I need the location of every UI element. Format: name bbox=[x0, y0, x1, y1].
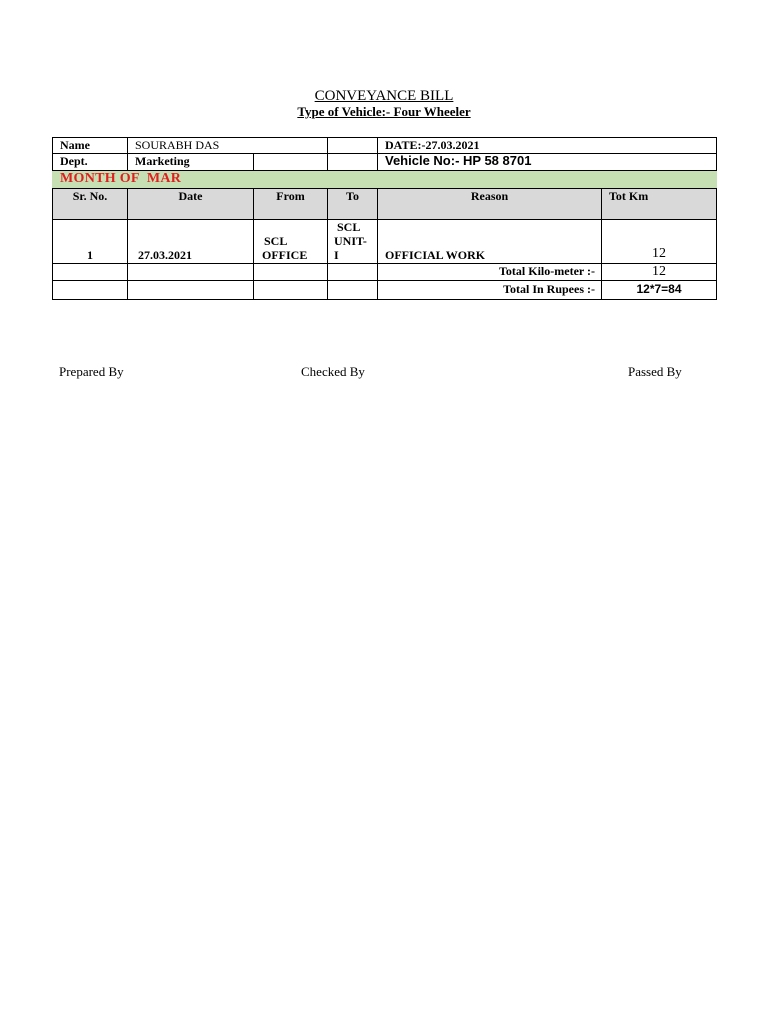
row-from: SCL OFFICE bbox=[254, 220, 328, 264]
blank-cell bbox=[328, 264, 378, 281]
name-value: SOURABH DAS bbox=[128, 137, 328, 154]
bill-title: CONVEYANCE BILL bbox=[314, 88, 454, 104]
prepared-by: Prepared By bbox=[59, 364, 124, 379]
bill-date: DATE:-27.03.2021 bbox=[378, 137, 717, 154]
checked-by: Checked By bbox=[301, 364, 365, 379]
total-km-label: Total Kilo-meter :- bbox=[378, 264, 602, 281]
passed-by: Passed By bbox=[628, 364, 682, 379]
row-date: 27.03.2021 bbox=[128, 220, 254, 264]
blank-cell bbox=[254, 154, 328, 171]
blank-cell bbox=[254, 281, 328, 300]
vehicle-type: Type of Vehicle:- Four Wheeler bbox=[297, 104, 471, 119]
col-header-reason: Reason bbox=[378, 188, 602, 220]
blank-cell bbox=[328, 154, 378, 171]
total-rupees-label: Total In Rupees :- bbox=[378, 281, 602, 300]
dept-label: Dept. bbox=[52, 154, 128, 171]
row-to: SCL UNIT- I bbox=[328, 220, 378, 264]
col-header-from: From bbox=[254, 188, 328, 220]
total-km-value: 12 bbox=[602, 264, 717, 281]
blank-cell bbox=[328, 281, 378, 300]
col-header-sr-no: Sr. No. bbox=[52, 188, 128, 220]
vehicle-number: Vehicle No:- HP 58 8701 bbox=[378, 154, 717, 171]
col-header-date: Date bbox=[128, 188, 254, 220]
blank-cell bbox=[52, 264, 128, 281]
month-label: MONTH OF MAR bbox=[60, 171, 182, 186]
dept-value: Marketing bbox=[128, 154, 254, 171]
blank-cell bbox=[254, 264, 328, 281]
blank-cell bbox=[128, 264, 254, 281]
row-sr-no: 1 bbox=[52, 220, 128, 264]
blank-cell bbox=[328, 137, 378, 154]
col-header-tot-km: Tot Km bbox=[602, 188, 717, 220]
blank-cell bbox=[52, 281, 128, 300]
name-label: Name bbox=[52, 137, 128, 154]
row-reason: OFFICIAL WORK bbox=[378, 220, 602, 264]
blank-cell bbox=[128, 281, 254, 300]
month-bar bbox=[52, 171, 717, 188]
row-tot-km: 12 bbox=[602, 220, 717, 264]
col-header-to: To bbox=[328, 188, 378, 220]
total-rupees-value: 12*7=84 bbox=[602, 281, 717, 300]
